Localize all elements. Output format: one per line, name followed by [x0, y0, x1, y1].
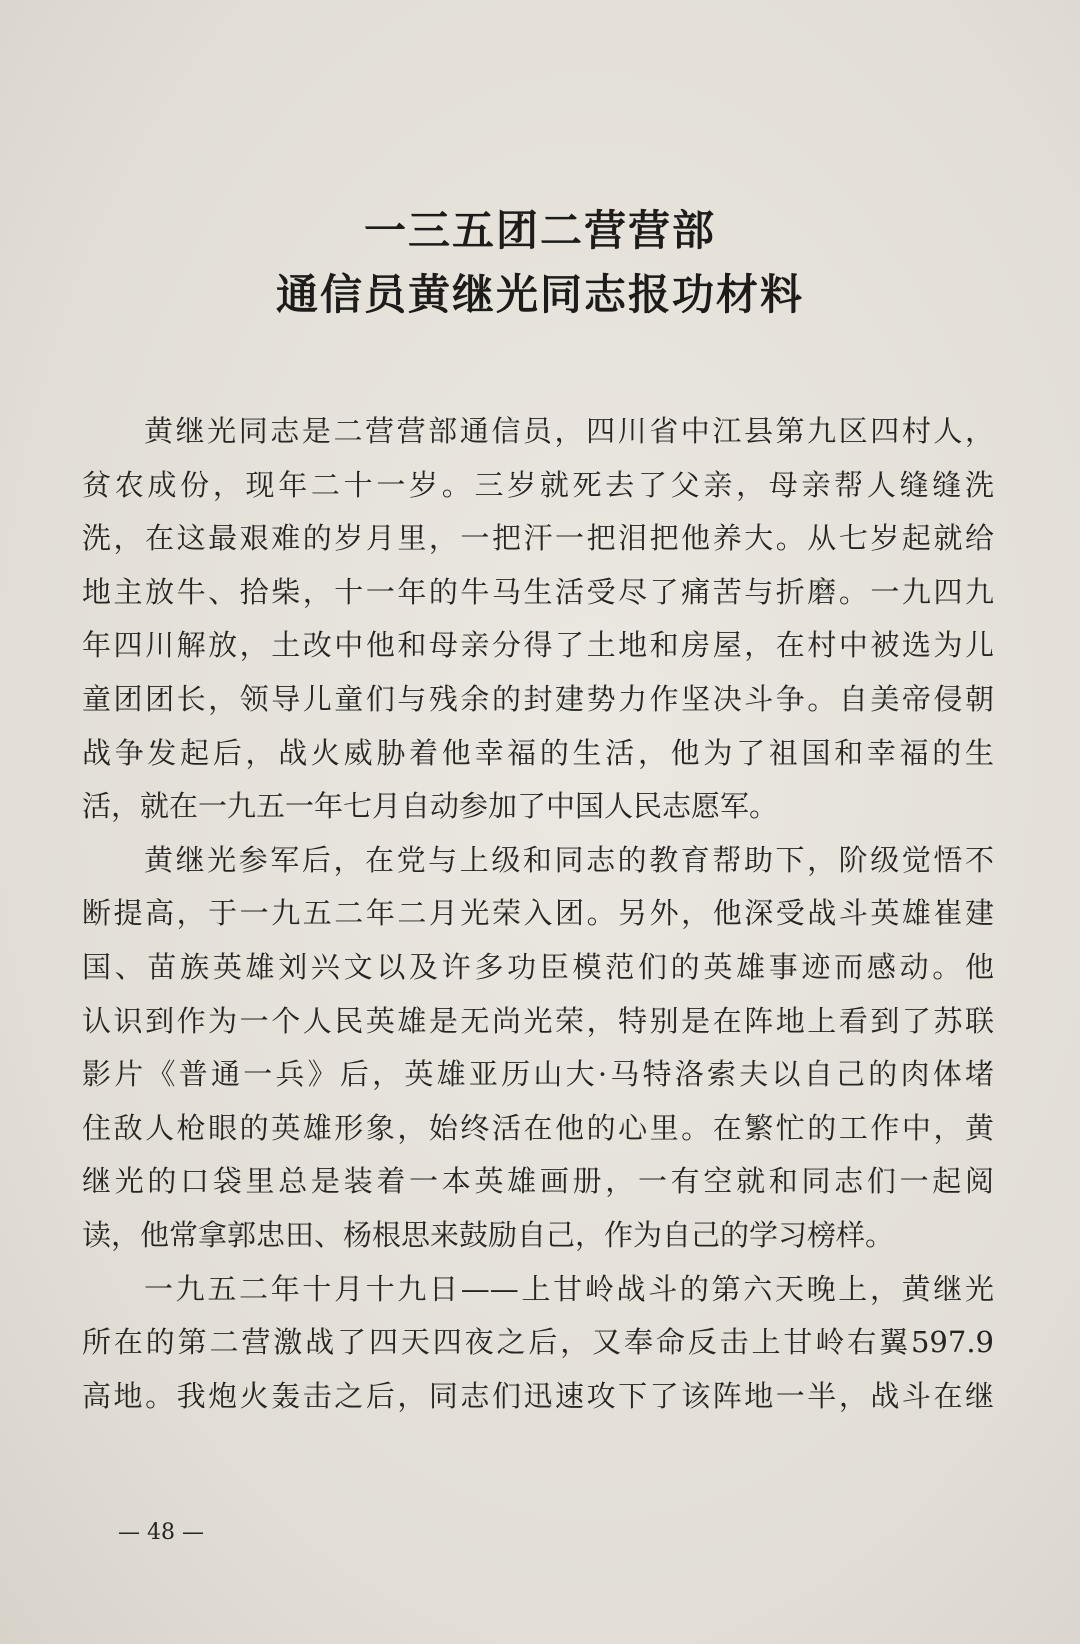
paragraph-line: 影片《普通一兵》后，英雄亚历山大·马特洛索夫以自己的肉体堵: [82, 1057, 994, 1092]
title-line-2: 通信员黄继光同志报功材料: [275, 270, 804, 319]
title-line-1: 一三五团二营营部: [363, 206, 716, 255]
paragraph-line: 地主放牛、拾柴，十一年的牛马生活受尽了痛苦与折磨。一九四九: [82, 574, 994, 609]
paragraph-line: 战争发起后，战火威胁着他幸福的生活，他为了祖国和幸福的生: [82, 735, 994, 770]
body-text: [82, 405, 994, 1423]
paragraph-line: 认识到作为一个人民英雄是无尚光荣，特别是在阵地上看到了苏联: [82, 1003, 994, 1038]
paragraph-line: 国、苗族英雄刘兴文以及许多功臣模范们的英雄事迹而感动。他: [82, 949, 994, 984]
paragraph-line: 读，他常拿郭忠田、杨根思来鼓励自己，作为自己的学习榜样。: [82, 1217, 895, 1252]
paragraph-line: 继光的口袋里总是装着一本英雄画册，一有空就和同志们一起阅: [82, 1164, 994, 1199]
page-number: — 48 —: [118, 1520, 204, 1545]
paragraph-line: 住敌人枪眼的英雄形象，始终活在他的心里。在繁忙的工作中，黄: [82, 1110, 994, 1145]
paragraph-line: 童团团长，领导儿童们与残余的封建势力作坚决斗争。自美帝侵朝: [82, 681, 994, 716]
paragraph-line: 所在的第二营激战了四天四夜之后，又奉命反击上甘岭右翼597.9: [82, 1325, 994, 1360]
paragraph-line: 高地。我炮火轰击之后，同志们迅速攻下了该阵地一半，战斗在继: [82, 1378, 994, 1413]
paragraph-line: 活，就在一九五一年七月自动参加了中国人民志愿军。: [82, 789, 779, 824]
paragraph-line: 一九五二年十月十九日——上甘岭战斗的第六天晚上，黄继光: [144, 1271, 994, 1306]
paragraph-line: 黄继光同志是二营营部通信员，四川省中江县第九区四村人，: [144, 414, 994, 448]
paragraph-line: 黄继光参军后，在党与上级和同志的教育帮助下，阶级觉悟不: [144, 842, 994, 877]
paragraph-line: 贫农成份，现年二十一岁。三岁就死去了父亲，母亲帮人缝缝洗: [82, 467, 994, 502]
paragraph-line: 年四川解放，土改中他和母亲分得了土地和房屋，在村中被选为儿: [82, 628, 994, 663]
paragraph-line: 洗，在这最艰难的岁月里，一把汗一把泪把他养大。从七岁起就给: [82, 521, 994, 556]
paragraph-line: 断提高，于一九五二年二月光荣入团。另外，他深受战斗英雄崔建: [82, 896, 994, 931]
